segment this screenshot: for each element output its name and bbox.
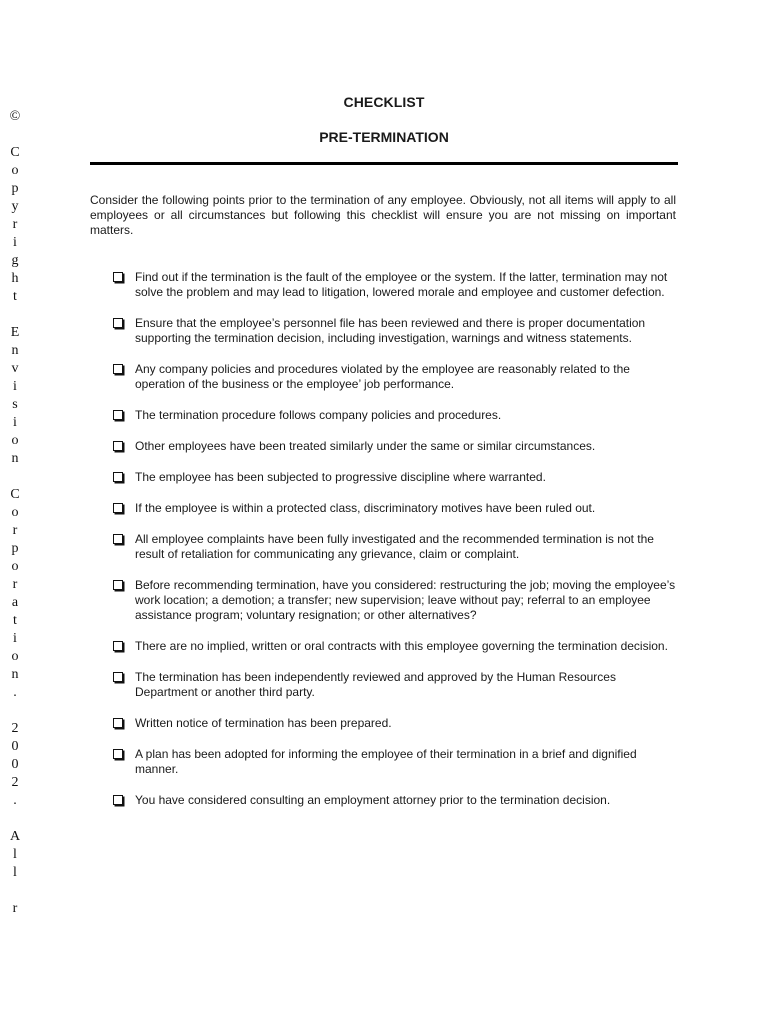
document-subtitle: PRE-TERMINATION	[319, 129, 449, 145]
checklist-item-text: There are no implied, written or oral contracts with this employee governing the termination decision.	[135, 639, 668, 653]
copyright-char: o	[11, 649, 19, 664]
checklist-item-text: All employee complaints have been fully investigated and the recommended termination is not the result of retaliation for communicating any grievance, claim or complaint.	[135, 532, 654, 561]
copyright-char: i	[13, 379, 17, 394]
copyright-char	[8, 468, 22, 486]
copyright-char: .	[13, 685, 17, 700]
copyright-char: g	[11, 253, 19, 268]
checklist-item-text: The employee has been subjected to progressive discipline where warranted.	[135, 470, 546, 484]
checkbox-icon[interactable]	[113, 410, 123, 420]
copyright-char: r	[12, 217, 18, 232]
copyright-char: 2	[11, 721, 19, 736]
document-title: CHECKLIST	[343, 94, 425, 110]
checklist-item	[112, 439, 676, 454]
checklist-item-text: A plan has been adopted for informing the employee of their termination in a brief and dignified manner.	[135, 747, 637, 776]
copyright-char: 0	[11, 739, 19, 754]
copyright-char: o	[11, 505, 19, 520]
checklist-item	[112, 670, 676, 700]
checkbox-icon[interactable]	[113, 795, 123, 805]
copyright-char: 2	[11, 775, 19, 790]
checkbox-icon[interactable]	[113, 641, 123, 651]
checklist-item	[112, 408, 676, 423]
checkbox-icon[interactable]	[113, 749, 123, 759]
checklist-item-text: Before recommending termination, have you considered: restructuring the job; moving the employee’s work location; a demotion; a transfer; new supervision; leave without pay; referral to an employee assistance program; voluntary resignation; or other alternatives?	[135, 578, 676, 622]
checkbox-icon[interactable]	[113, 318, 123, 328]
checklist	[112, 270, 676, 824]
copyright-char: ©	[9, 109, 21, 124]
checklist-item-text: Find out if the termination is the fault of the employee or the system. If the latter, termination may not solve the problem and may lead to litigation, lowered morale and employee and customer defection.	[135, 270, 668, 299]
checklist-item-text: Other employees have been treated similarly under the same or similar circumstances.	[135, 439, 596, 453]
checkbox-icon[interactable]	[113, 364, 123, 374]
copyright-char: C	[10, 487, 20, 502]
copyright-char: A	[9, 829, 21, 844]
checklist-item-text: You have considered consulting an employment attorney prior to the termination decision.	[135, 793, 611, 807]
checklist-item	[112, 578, 676, 623]
checkbox-icon[interactable]	[113, 580, 123, 590]
checklist-item	[112, 747, 676, 777]
checklist-item	[112, 501, 676, 516]
copyright-char: r	[12, 523, 18, 538]
copyright-char: a	[11, 595, 19, 610]
copyright-char: r	[12, 901, 18, 916]
copyright-char: i	[13, 415, 17, 430]
checklist-item-text: Any company policies and procedures violated by the employee are reasonably related to the operation of the business or the employee’ job performance.	[135, 362, 630, 391]
copyright-char: p	[11, 541, 19, 556]
checklist-item	[112, 639, 676, 654]
checklist-item	[112, 316, 676, 346]
checkbox-icon[interactable]	[113, 503, 123, 513]
checkbox-icon[interactable]	[113, 718, 123, 728]
checklist-item	[112, 716, 676, 731]
checklist-item	[112, 793, 676, 808]
checklist-item-text: The termination procedure follows company policies and procedures.	[135, 408, 502, 422]
checklist-item	[112, 470, 676, 485]
copyright-char: E	[10, 325, 20, 340]
copyright-char: n	[11, 667, 19, 682]
intro-paragraph: Consider the following points prior to the termination of any employee. Obviously, not all items will apply to all employees or all circumstances but following this checklist will ensure you are not missing on important matters.	[90, 193, 676, 237]
checkbox-icon[interactable]	[113, 272, 123, 282]
checkbox-icon[interactable]	[113, 672, 123, 682]
copyright-char: l	[13, 865, 17, 880]
checklist-item	[112, 362, 676, 392]
copyright-char: n	[11, 451, 19, 466]
vertical-copyright-notice	[8, 108, 22, 918]
copyright-char: o	[11, 163, 19, 178]
checkbox-icon[interactable]	[113, 534, 123, 544]
checklist-item-text: If the employee is within a protected class, discriminatory motives have been ruled out.	[135, 501, 596, 515]
copyright-char	[8, 882, 22, 900]
copyright-char: 0	[11, 757, 19, 772]
copyright-char: i	[13, 631, 17, 646]
checkbox-icon[interactable]	[113, 441, 123, 451]
copyright-char: p	[11, 181, 19, 196]
copyright-char	[8, 810, 22, 828]
checklist-item-text: Written notice of termination has been prepared.	[135, 716, 392, 730]
checklist-item-text: The termination has been independently reviewed and approved by the Human Resources Department or another third party.	[135, 670, 616, 699]
copyright-char: n	[11, 343, 19, 358]
copyright-char: y	[11, 199, 19, 214]
copyright-char	[8, 702, 22, 720]
copyright-char	[8, 126, 22, 144]
title-divider	[90, 162, 678, 165]
copyright-char: s	[12, 397, 18, 412]
copyright-char: C	[10, 145, 20, 160]
copyright-char: h	[11, 271, 19, 286]
copyright-char: i	[13, 235, 17, 250]
checklist-item	[112, 532, 676, 562]
copyright-char: t	[13, 289, 17, 304]
copyright-char: .	[13, 793, 17, 808]
copyright-char	[8, 306, 22, 324]
copyright-char: o	[11, 433, 19, 448]
checklist-item-text: Ensure that the employee’s personnel file has been reviewed and there is proper documentation supporting the termination decision, including investigation, warnings and witness statements.	[135, 316, 646, 345]
copyright-char: v	[11, 361, 19, 376]
copyright-char: r	[12, 577, 18, 592]
copyright-char: t	[13, 613, 17, 628]
checklist-item	[112, 270, 676, 300]
copyright-char: l	[13, 847, 17, 862]
copyright-char: o	[11, 559, 19, 574]
checkbox-icon[interactable]	[113, 472, 123, 482]
